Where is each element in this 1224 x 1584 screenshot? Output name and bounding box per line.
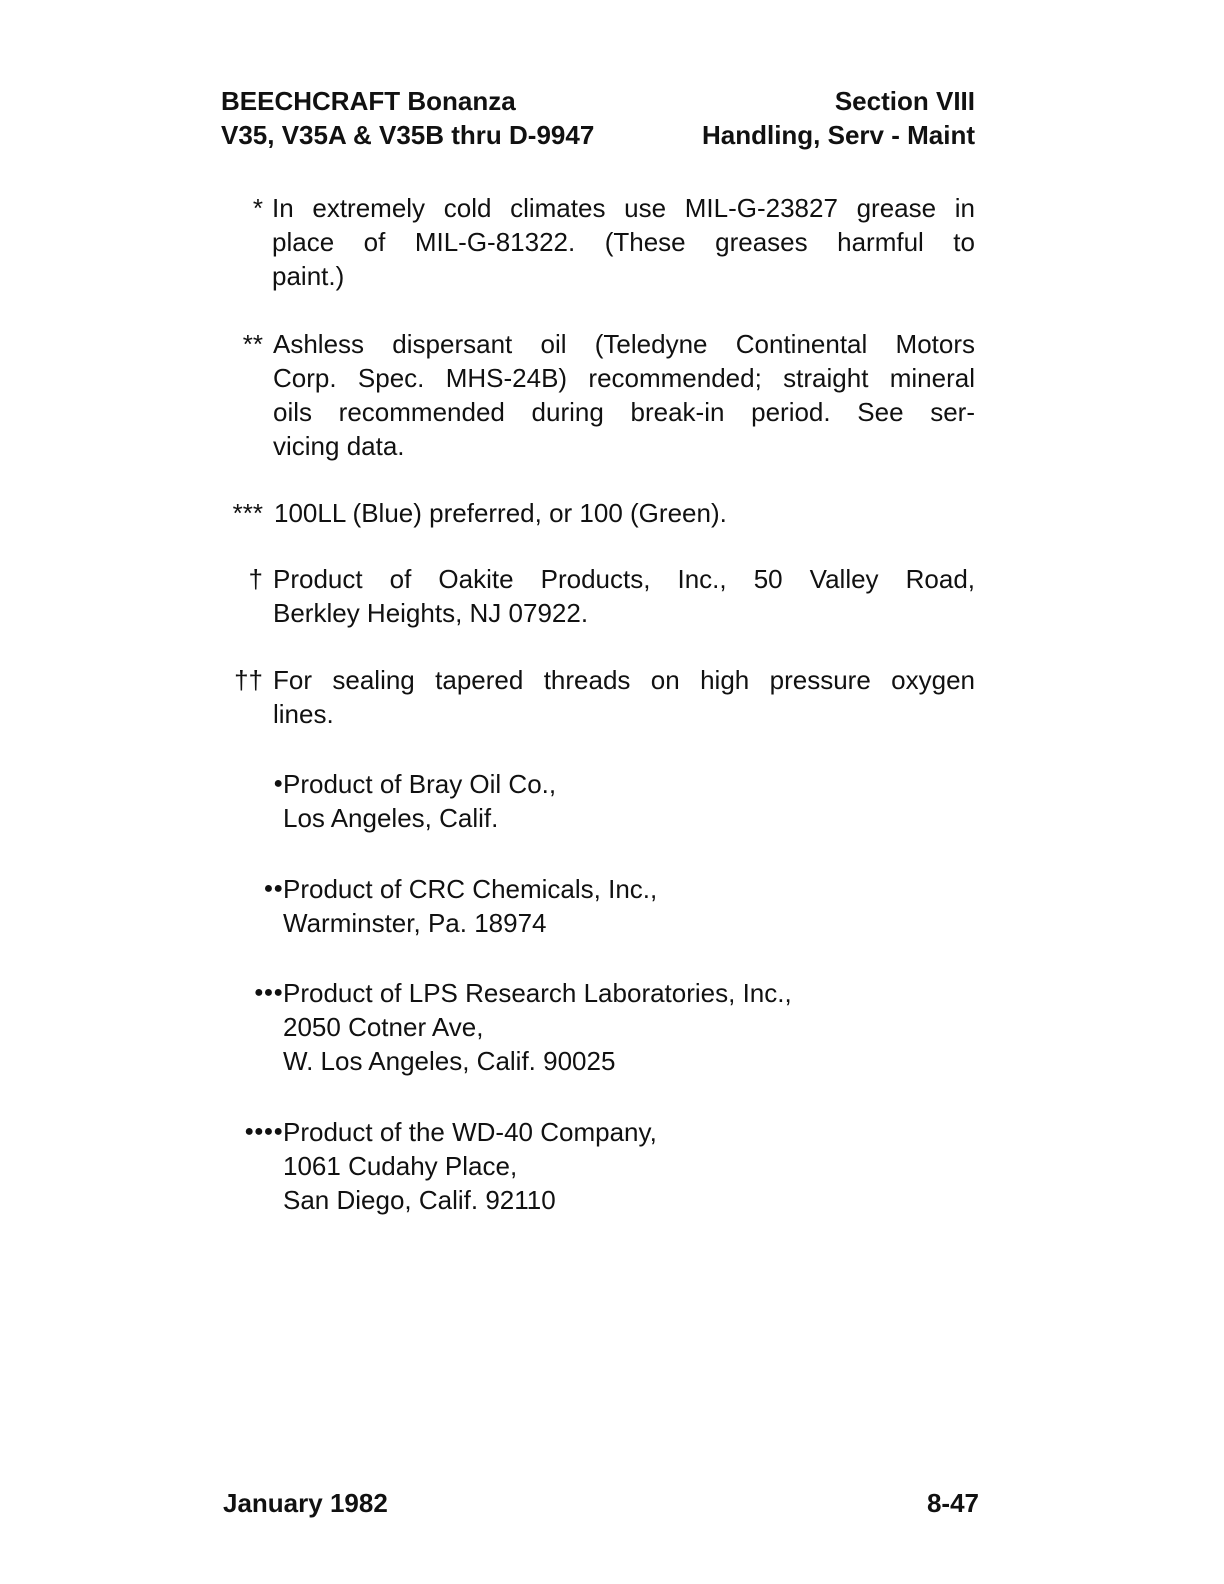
- footnote-text: [283, 767, 975, 835]
- page-number: 8-47: [926, 1488, 979, 1518]
- footnote-line: For sealing tapered threads on high pressure oxygen: [273, 665, 975, 695]
- footnote-line: 2050 Cotner Ave,: [283, 1012, 484, 1042]
- footnote-bray-oil: [273, 767, 975, 835]
- footnote-mark: **: [242, 329, 263, 359]
- footnote-mark: ††: [234, 665, 263, 695]
- footnote-line: lines.: [273, 699, 334, 729]
- footnote-line: place of MIL-G-81322. (These greases harmful to: [272, 227, 975, 257]
- footnote-fuel: [232, 496, 975, 530]
- header-section-subtitle: Handling, Serv - Maint: [701, 120, 975, 150]
- footnote-text: [273, 327, 975, 463]
- footnote-line: 100LL (Blue) preferred, or 100 (Green).: [274, 498, 727, 528]
- footnote-text: [274, 496, 975, 530]
- footnote-line: oils recommended during break-in period. See ser-: [273, 397, 975, 427]
- footnote-line: In extremely cold climates use MIL-G-23827 grease in: [272, 193, 975, 223]
- footnote-mark: ●●: [263, 880, 283, 897]
- footnote-mark: ***: [232, 498, 263, 528]
- footnote-line: Product of LPS Research Laboratories, Inc.,: [283, 978, 792, 1008]
- footnote-oakite: [248, 562, 975, 630]
- footnote-line: San Diego, Calif. 92110: [283, 1185, 556, 1215]
- footer-date: January 1982: [223, 1488, 388, 1518]
- header-model-range: V35, V35A & V35B thru D-9947: [221, 120, 595, 150]
- footnote-line: Ashless dispersant oil (Teledyne Continental Motors: [273, 329, 975, 359]
- footnote-wd40: [244, 1115, 975, 1217]
- footnote-lps-research: [254, 976, 975, 1078]
- footnote-text: [273, 663, 975, 731]
- footnote-line: paint.): [272, 261, 345, 291]
- footnote-text: [283, 872, 975, 940]
- footnote-line: Warminster, Pa. 18974: [283, 908, 547, 938]
- page-header: [221, 84, 975, 152]
- footnote-line: 1061 Cudahy Place,: [283, 1151, 518, 1181]
- footnote-mark: *: [252, 193, 263, 223]
- footnote-oxygen-threads: [234, 663, 975, 731]
- footnote-line: vicing data.: [273, 431, 405, 461]
- footnote-text: [283, 976, 975, 1078]
- footnote-oil: [242, 327, 975, 463]
- footnote-line: Corp. Spec. MHS-24B) recommended; straight mineral: [273, 363, 975, 393]
- footnote-text: [272, 191, 975, 293]
- footnote-text: [283, 1115, 975, 1217]
- footnote-line: W. Los Angeles, Calif. 90025: [283, 1046, 616, 1076]
- header-section-title: Section VIII: [834, 86, 975, 116]
- footnote-mark: ●●●: [254, 984, 283, 1001]
- footnote-mark: †: [248, 564, 263, 594]
- header-row-2: [221, 118, 975, 152]
- header-row-1: [221, 84, 975, 118]
- footnote-line: Product of Oakite Products, Inc., 50 Valley Road,: [273, 564, 975, 594]
- footnote-line: Product of CRC Chemicals, Inc.,: [283, 874, 658, 904]
- footnote-grease: [252, 191, 975, 293]
- footnote-line: Product of Bray Oil Co.,: [283, 769, 557, 799]
- footnote-mark: ●●●●: [244, 1123, 283, 1140]
- footnote-line: Product of the WD-40 Company,: [283, 1117, 657, 1147]
- footnote-line: Berkley Heights, NJ 07922.: [273, 598, 589, 628]
- footnote-mark: ●: [273, 775, 283, 792]
- header-aircraft-title: BEECHCRAFT Bonanza: [221, 86, 516, 116]
- footnote-line: Los Angeles, Calif.: [283, 803, 499, 833]
- footnote-crc-chemicals: [263, 872, 975, 940]
- footnote-text: [273, 562, 975, 630]
